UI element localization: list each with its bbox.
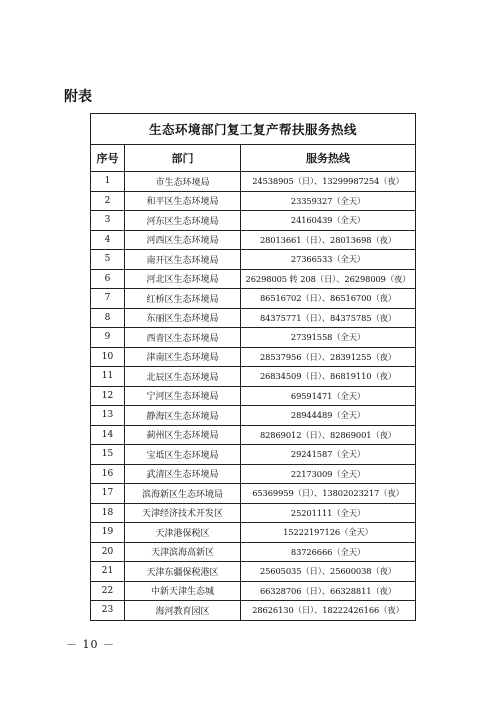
cell-no: 6: [91, 269, 125, 289]
cell-phone: 23359327（全天）: [241, 191, 416, 211]
table-row: [91, 425, 416, 445]
cell-dept: 津南区生态环境局: [125, 347, 241, 367]
cell-no: 16: [91, 464, 125, 484]
cell-phone: 26298005 转 208（日）、26298009（夜）: [241, 269, 416, 289]
cell-no: 8: [91, 308, 125, 328]
cell-dept: 静海区生态环境局: [125, 406, 241, 426]
cell-dept: 西青区生态环境局: [125, 328, 241, 348]
cell-phone: 66328706（日）、66328811（夜）: [241, 581, 416, 601]
cell-dept: 红桥区生态环境局: [125, 289, 241, 309]
cell-no: 2: [91, 191, 125, 211]
cell-no: 5: [91, 250, 125, 270]
cell-phone: 27391558（全天）: [241, 328, 416, 348]
cell-phone: 29241587（全天）: [241, 445, 416, 465]
cell-phone: 28626130（日）、18222426166（夜）: [241, 601, 416, 621]
cell-phone: 69591471（全天）: [241, 386, 416, 406]
cell-dept: 东丽区生态环境局: [125, 308, 241, 328]
header-phone: 服务热线: [241, 145, 416, 172]
table-row: [91, 523, 416, 543]
table-row: [91, 542, 416, 562]
table-row: [91, 289, 416, 309]
cell-phone: 82869012（日）、82869001（夜）: [241, 425, 416, 445]
cell-no: 13: [91, 406, 125, 426]
cell-phone: 27366533（全天）: [241, 250, 416, 270]
table-row: [91, 250, 416, 270]
table-row: [91, 367, 416, 387]
cell-dept: 河东区生态环境局: [125, 211, 241, 231]
table-row: [91, 308, 416, 328]
table-row: [91, 601, 416, 621]
cell-phone: 65369959（日）、13802023217（夜）: [241, 484, 416, 504]
cell-no: 23: [91, 601, 125, 621]
cell-dept: 河北区生态环境局: [125, 269, 241, 289]
table-row: [91, 230, 416, 250]
table-row: [91, 562, 416, 582]
table-row: [91, 386, 416, 406]
cell-dept: 和平区生态环境局: [125, 191, 241, 211]
table-row: [91, 328, 416, 348]
cell-no: 20: [91, 542, 125, 562]
cell-dept: 宝坻区生态环境局: [125, 445, 241, 465]
cell-no: 17: [91, 484, 125, 504]
cell-phone: 86516702（日）、86516700（夜）: [241, 289, 416, 309]
cell-dept: 天津东疆保税港区: [125, 562, 241, 582]
cell-no: 10: [91, 347, 125, 367]
cell-no: 22: [91, 581, 125, 601]
cell-phone: 26834509（日）、86819110（夜）: [241, 367, 416, 387]
cell-dept: 海河教育园区: [125, 601, 241, 621]
cell-phone: 24538905（日）、13299987254（夜）: [241, 172, 416, 192]
cell-dept: 蓟州区生态环境局: [125, 425, 241, 445]
cell-phone: 15222197126（全天）: [241, 523, 416, 543]
table-row: [91, 406, 416, 426]
header-dept: 部门: [125, 145, 241, 172]
cell-dept: 北辰区生态环境局: [125, 367, 241, 387]
cell-dept: 武清区生态环境局: [125, 464, 241, 484]
section-label: 附表: [64, 89, 92, 105]
cell-no: 14: [91, 425, 125, 445]
table-row: [91, 484, 416, 504]
table-body: [91, 172, 416, 621]
page-number: － 10 －: [66, 638, 115, 651]
cell-phone: 28537956（日）、28391255（夜）: [241, 347, 416, 367]
table-row: [91, 172, 416, 192]
cell-no: 19: [91, 523, 125, 543]
cell-no: 9: [91, 328, 125, 348]
cell-no: 3: [91, 211, 125, 231]
cell-no: 21: [91, 562, 125, 582]
cell-no: 1: [91, 172, 125, 192]
table-row: [91, 269, 416, 289]
hotline-table: [90, 113, 416, 621]
table-row: [91, 503, 416, 523]
cell-dept: 市生态环境局: [125, 172, 241, 192]
header-no: 序号: [91, 145, 125, 172]
cell-phone: 25605035（日）、25600038（夜）: [241, 562, 416, 582]
cell-phone: 28013661（日）、28013698（夜）: [241, 230, 416, 250]
cell-dept: 天津经济技术开发区: [125, 503, 241, 523]
cell-no: 12: [91, 386, 125, 406]
cell-phone: 28944489（全天）: [241, 406, 416, 426]
cell-no: 11: [91, 367, 125, 387]
cell-dept: 中新天津生态城: [125, 581, 241, 601]
cell-phone: 25201111（全天）: [241, 503, 416, 523]
cell-phone: 22173009（全天）: [241, 464, 416, 484]
cell-phone: 84375771（日）、84375785（夜）: [241, 308, 416, 328]
table-row: [91, 445, 416, 465]
cell-phone: 24160439（全天）: [241, 211, 416, 231]
cell-no: 7: [91, 289, 125, 309]
table-row: [91, 581, 416, 601]
cell-dept: 宁河区生态环境局: [125, 386, 241, 406]
cell-dept: 河西区生态环境局: [125, 230, 241, 250]
cell-no: 15: [91, 445, 125, 465]
cell-no: 4: [91, 230, 125, 250]
cell-dept: 天津港保税区: [125, 523, 241, 543]
cell-no: 18: [91, 503, 125, 523]
table-row: [91, 191, 416, 211]
cell-dept: 南开区生态环境局: [125, 250, 241, 270]
cell-dept: 滨海新区生态环境局: [125, 484, 241, 504]
table-row: [91, 347, 416, 367]
table-title: 生态环境部门复工复产帮扶服务热线: [91, 114, 416, 145]
table-row: [91, 211, 416, 231]
cell-dept: 天津滨海高新区: [125, 542, 241, 562]
table-row: [91, 464, 416, 484]
cell-phone: 83726666（全天）: [241, 542, 416, 562]
